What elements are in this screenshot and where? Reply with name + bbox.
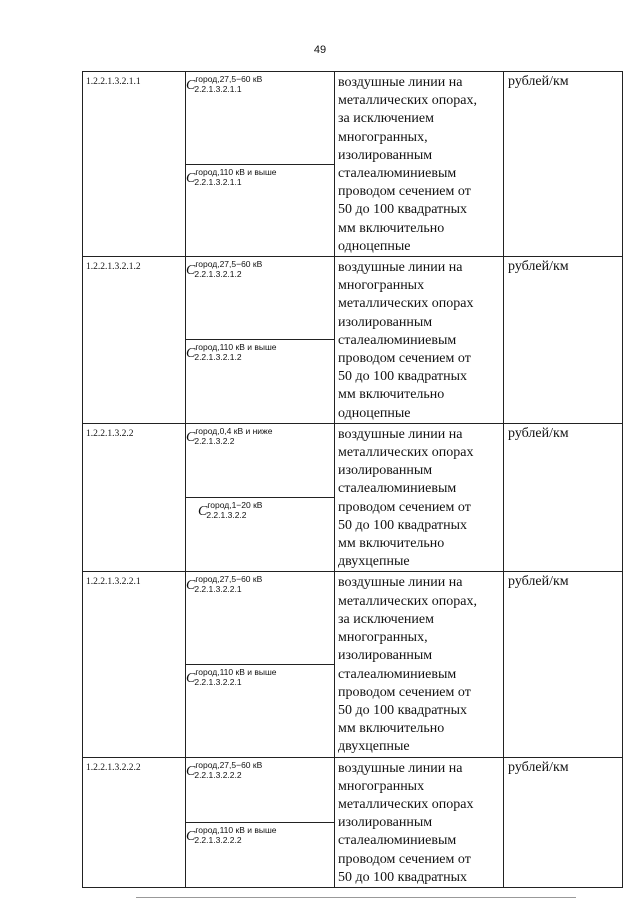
formula	[186, 760, 334, 780]
formula-cell	[186, 572, 335, 665]
formula-superscript: город,110 кВ и выше	[195, 824, 277, 835]
formula-cell	[186, 822, 335, 887]
table-row	[83, 572, 623, 665]
row-code: 1.2.2.1.3.2.2.2	[83, 757, 186, 887]
formula	[186, 825, 334, 845]
formula	[186, 259, 334, 279]
page-number: 49	[313, 44, 327, 56]
formula-superscript: город,110 кВ и выше	[195, 342, 277, 353]
row-unit: рублей/км	[504, 572, 623, 757]
row-description: воздушные линии на металлических опорах, за исключением многогранных, изолированным сталеалюминиевым проводом сечением от 50 до 100 квадратных мм включительно двухцепные	[335, 572, 504, 757]
formula-subscript: 2.2.1.3.2.2	[194, 435, 235, 446]
formula	[186, 342, 334, 362]
formula-symbol: C	[186, 578, 196, 594]
table-row	[83, 423, 623, 497]
formula-cell	[186, 340, 335, 423]
row-unit: рублей/км	[504, 257, 623, 424]
formula-cell	[186, 72, 335, 165]
formula-symbol: C	[186, 671, 196, 686]
formula	[186, 667, 334, 687]
row-unit: рублей/км	[504, 757, 623, 887]
row-description: воздушные линии на металлических опорах, за исключением многогранных, изолированным сталеалюминиевым проводом сечением от 50 до 100 квадратных мм включительно одноцепные	[335, 72, 504, 257]
formula-subscript: 2.2.1.3.2.1.1	[194, 84, 242, 94]
formula-subscript: 2.2.1.3.2.1.1	[194, 176, 242, 187]
row-description: воздушные линии на многогранных металлических опорах изолированным сталеалюминиевым проводом сечением от 50 до 100 квадратных мм включительно одноцепные	[335, 257, 504, 424]
row-unit: рублей/км	[504, 423, 623, 572]
formula	[186, 574, 334, 594]
row-code: 1.2.2.1.3.2.2	[83, 423, 186, 572]
formula	[186, 167, 334, 187]
formula-symbol: C	[198, 504, 208, 520]
formula-subscript: 2.2.1.3.2.2.2	[194, 769, 242, 780]
formula-superscript: город,110 кВ и выше	[195, 667, 277, 677]
row-code: 1.2.2.1.3.2.1.1	[83, 72, 186, 257]
table-row	[83, 257, 623, 340]
formula	[186, 500, 334, 520]
formula-cell	[186, 257, 335, 340]
formula-symbol: C	[186, 78, 196, 93]
formula-superscript: город,27,5−60 кВ	[195, 759, 263, 770]
formula-subscript: 2.2.1.3.2.2.2	[194, 834, 242, 845]
formula	[186, 426, 334, 446]
formula-subscript: 2.2.1.3.2.1.2	[194, 269, 242, 280]
row-unit: рублей/км	[504, 72, 623, 257]
formula	[186, 74, 334, 94]
rates-table	[82, 71, 623, 888]
row-description: воздушные линии на многогранных металлических опорах изолированным сталеалюминиевым проводом сечением от 50 до 100 квадратных	[335, 757, 504, 887]
formula-cell	[186, 498, 335, 572]
row-code: 1.2.2.1.3.2.1.2	[83, 257, 186, 424]
formula-symbol: C	[186, 346, 196, 362]
formula-superscript: город,27,5−60 кВ	[195, 259, 263, 270]
row-description: воздушные линии на металлических опорах изолированным сталеалюминиевым проводом сечением от 50 до 100 квадратных мм включительно двухцепные	[335, 423, 504, 572]
table-row	[83, 757, 623, 822]
formula-symbol: C	[186, 429, 196, 445]
formula-subscript: 2.2.1.3.2.2	[206, 510, 247, 521]
formula-symbol: C	[186, 828, 196, 844]
formula-cell	[186, 164, 335, 257]
row-code: 1.2.2.1.3.2.2.1	[83, 572, 186, 757]
formula-subscript: 2.2.1.3.2.2.1	[194, 584, 242, 595]
formula-symbol: C	[186, 263, 196, 279]
formula-superscript: город,110 кВ и выше	[195, 166, 277, 177]
formula-superscript: город,27,5−60 кВ	[195, 74, 263, 84]
formula-superscript: город,0,4 кВ и ниже	[195, 425, 273, 436]
formula-symbol: C	[186, 763, 196, 779]
table-row	[83, 72, 623, 165]
formula-superscript: город,1−20 кВ	[207, 500, 263, 511]
formula-cell	[186, 665, 335, 758]
formula-superscript: город,27,5−60 кВ	[195, 574, 263, 585]
formula-subscript: 2.2.1.3.2.1.2	[194, 352, 242, 363]
formula-subscript: 2.2.1.3.2.2.1	[194, 677, 242, 687]
formula-cell	[186, 757, 335, 822]
formula-cell	[186, 423, 335, 497]
formula-symbol: C	[186, 170, 196, 186]
page-bottom-rule	[136, 897, 576, 898]
